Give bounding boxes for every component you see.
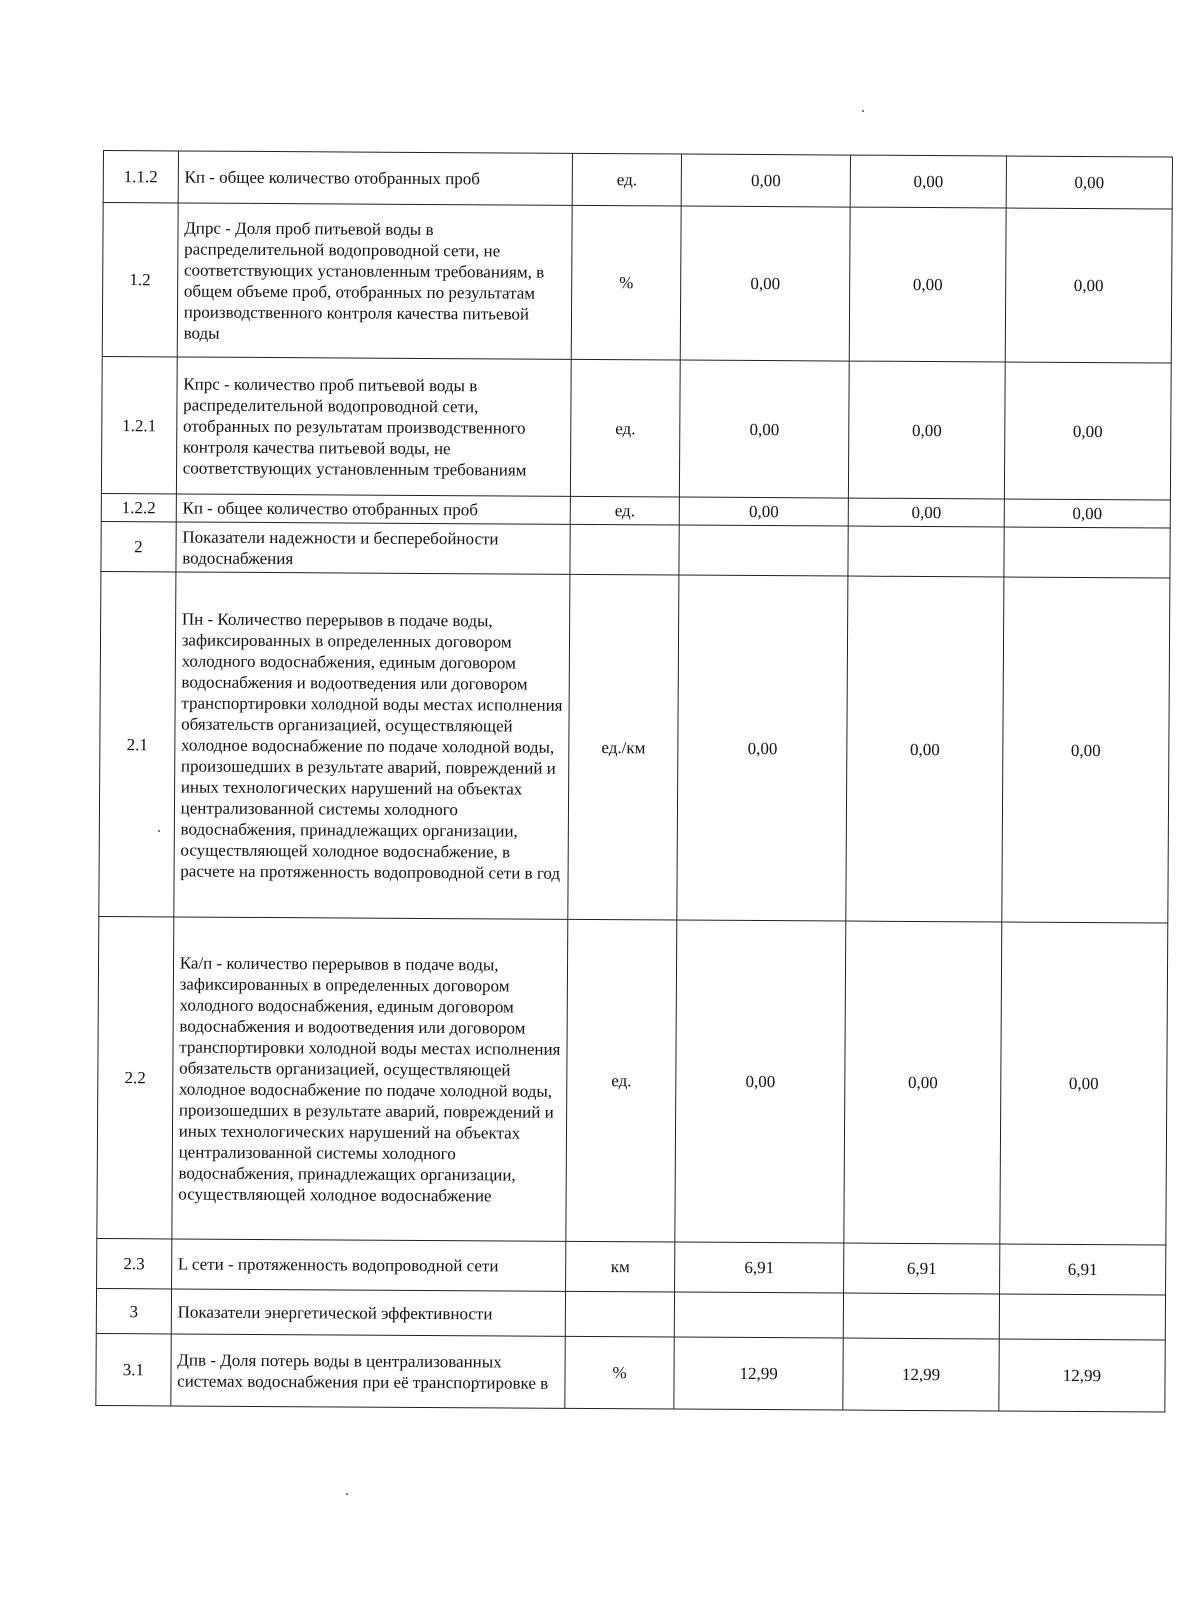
scan-speck (346, 1493, 348, 1495)
row-description: Кпрс - количество проб питьевой воды в распределительной водопроводной сети, отобранных по результатам производственного контроля качества питьевой воды, не соответствующих установленным требованиям (176, 357, 571, 496)
row-value-1 (674, 1292, 843, 1338)
row-value-2: 0,00 (850, 155, 1006, 208)
row-number: 2.2 (97, 916, 174, 1238)
row-value-2: 0,00 (849, 361, 1006, 499)
row-value-3: 0,00 (1006, 156, 1172, 209)
row-value-3: 0,00 (1000, 922, 1168, 1245)
scan-speck (862, 110, 864, 112)
row-value-1: 12,99 (674, 1337, 844, 1410)
row-unit: % (571, 205, 681, 360)
indicators-table (95, 150, 1173, 1413)
row-description: Дпв - Доля потерь воды в централизованных системах водоснабжения при её транспортировке в (171, 1334, 566, 1408)
row-unit: % (565, 1336, 674, 1409)
row-number: 1.2.1 (101, 356, 177, 493)
row-description: Дпрс - Доля проб питьевой воды в распределительной водопроводной сети, не соответствующих установленным требованиям, в общем объеме проб, отобранных по результатам производственного контроля качества питьевой воды (177, 203, 572, 359)
table-row (101, 356, 1171, 500)
table-row (96, 1288, 1165, 1340)
row-unit: ед. (572, 153, 681, 206)
row-value-1: 0,00 (675, 920, 846, 1243)
row-number: 2 (101, 521, 176, 571)
row-value-2: 12,99 (843, 1338, 999, 1411)
table-row (103, 151, 1172, 210)
row-value-1: 0,00 (679, 360, 849, 498)
row-value-3: 0,00 (1002, 577, 1170, 923)
row-description: Показатели энергетической эффективности (171, 1289, 566, 1336)
row-unit: ед. (566, 919, 677, 1242)
row-value-1: 0,00 (677, 575, 848, 921)
row-value-1: 0,00 (681, 154, 850, 207)
table-row (99, 571, 1170, 923)
row-unit: ед. (570, 359, 680, 497)
row-value-3 (1004, 527, 1170, 578)
row-unit: ед. (570, 496, 679, 525)
row-value-1 (679, 525, 848, 576)
row-number: 3.1 (96, 1333, 171, 1405)
row-unit (570, 524, 679, 575)
row-number: 3 (96, 1288, 171, 1333)
row-value-3 (999, 1294, 1165, 1340)
row-value-2: 0,00 (848, 498, 1004, 527)
row-value-3: 12,99 (999, 1339, 1166, 1412)
table-row (97, 916, 1168, 1245)
row-description: Кп - общее количество отобранных проб (178, 151, 573, 205)
row-description: Показатели надежности и бесперебойности водоснабжения (176, 522, 571, 574)
row-unit: км (566, 1241, 675, 1292)
row-value-2 (843, 1293, 999, 1339)
row-description: Ка/п - количество перерывов в подаче воды, зафиксированных в определенных договором холодного водоснабжения, единым договором водоснабжения и водоотведения или договором транспортировки холодной воды местах исполнения обязательств организацией, осуществляющей холодное водоснабжение по подаче холодной воды, произошедших в результате аварий, повреждений и иных технологических нарушений на объектах централизованной системы холодного водоснабжения, принадлежащих организации, осуществляющей холодное водоснабжение (172, 917, 568, 1241)
table-row (102, 203, 1172, 364)
row-number: 2.3 (97, 1238, 172, 1288)
row-value-1: 0,00 (679, 497, 848, 526)
row-description: Кп - общее количество отобранных проб (176, 494, 571, 524)
row-number: 1.2 (102, 203, 178, 357)
table-row (101, 521, 1170, 578)
row-value-1: 6,91 (675, 1242, 844, 1293)
row-value-2: 6,91 (844, 1243, 1000, 1294)
row-number: 1.2.2 (101, 493, 176, 521)
row-value-3: 0,00 (1005, 208, 1172, 363)
row-value-3: 0,00 (1004, 499, 1170, 528)
table-row (96, 1333, 1165, 1412)
row-unit: ед./км (568, 574, 679, 920)
row-value-2: 0,00 (844, 921, 1002, 1244)
row-number: 1.1.2 (103, 151, 178, 203)
table-row (97, 1238, 1166, 1295)
row-number: 2.1 (99, 571, 176, 916)
row-description: L сети - протяженность водопроводной сети (171, 1239, 566, 1291)
row-value-2: 0,00 (849, 207, 1006, 362)
row-value-2: 0,00 (846, 576, 1004, 922)
row-value-3: 6,91 (999, 1244, 1165, 1295)
row-description: Пн - Количество перерывов в подаче воды, зафиксированных в определенных договором холодного водоснабжения, единым договором водоснабжения и водоотведения или договором транспортировки холодной воды местах исполнения обязательств организацией, осуществляющей холодное водоснабжение по подаче холодной воды, произошедших в результате аварий, повреждений и иных технологических нарушений на объектах централизованной системы холодного водоснабжения, принадлежащих организации, осуществляющей холодное водоснабжение, в расчете на протяженность водопроводной сети в год (174, 572, 570, 919)
row-value-1: 0,00 (680, 206, 850, 361)
row-value-2 (848, 526, 1004, 577)
row-value-3: 0,00 (1004, 362, 1171, 500)
row-unit (565, 1291, 674, 1337)
